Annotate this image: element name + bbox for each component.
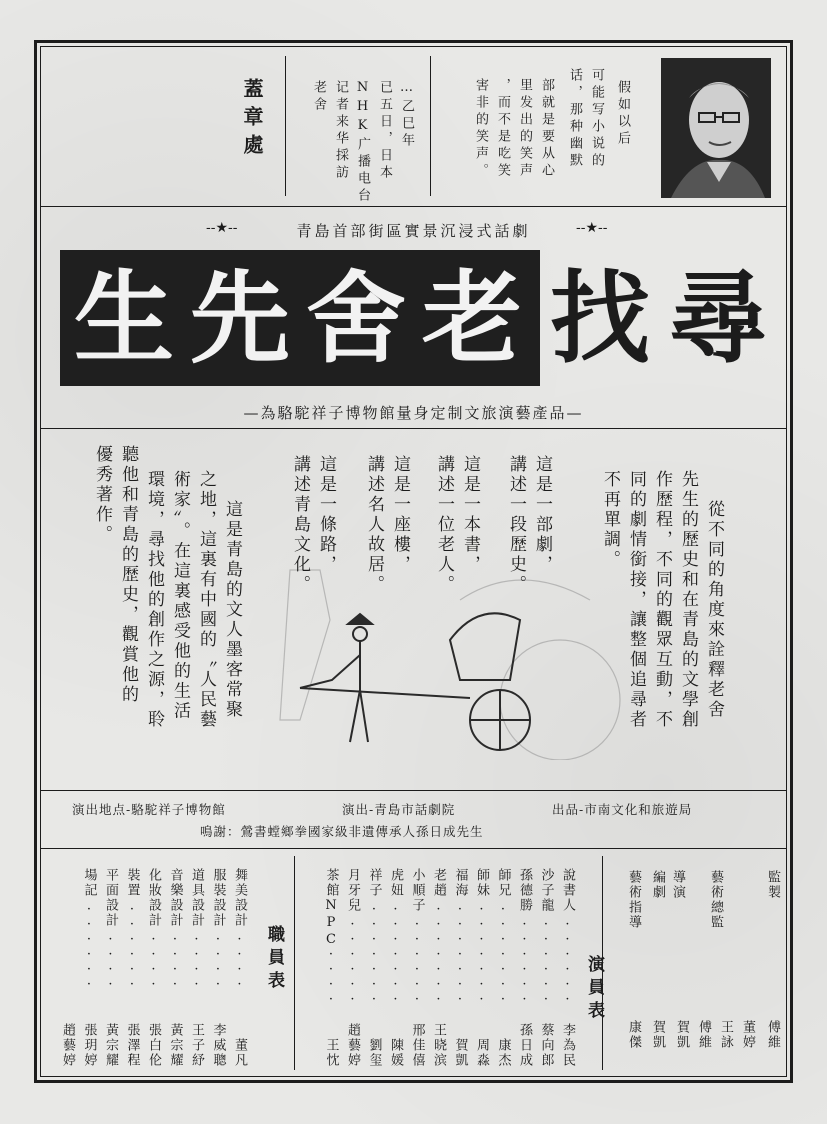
cast-dots-8: ······ bbox=[409, 917, 425, 1007]
crew-dots-6: ······ bbox=[124, 902, 140, 992]
outro-col-3: 術家〞。在這裏感受他的生活 bbox=[170, 470, 190, 722]
cast-role-3: 孫德勝 bbox=[517, 868, 532, 913]
prod-name-2: 董婷 bbox=[740, 1020, 755, 1050]
cast-role-7: 老趙 bbox=[431, 868, 446, 898]
crew-name-5: 張白伦 bbox=[146, 1023, 161, 1068]
quote-col-5: 里发出的笑声 bbox=[517, 78, 532, 180]
portrait-photo bbox=[661, 58, 771, 198]
crew-name-9: 趙藝婷 bbox=[60, 1023, 75, 1068]
subtitle: 青島首部街區實景沉浸式話劇 bbox=[296, 222, 531, 240]
crew-name-3: 王子紓 bbox=[189, 1023, 204, 1068]
cast-name-4: 康杰 bbox=[495, 1038, 511, 1068]
intro-col-3: 作歷程，不同的觀眾互動，不 bbox=[652, 470, 672, 730]
crew-role-3: 道具設計 bbox=[189, 868, 204, 928]
cast-dots-11: ······ bbox=[345, 917, 360, 1007]
cast-dots-6: ······· bbox=[452, 902, 468, 1007]
prod-role-2: 藝術總監 bbox=[708, 870, 723, 930]
crew-name-1: 董凡 bbox=[232, 1038, 247, 1068]
list-col-8: 講述青島文化。 bbox=[290, 455, 310, 595]
quote-col-1: 假如以后 bbox=[615, 80, 630, 148]
subtitle-deco-left: --★-- bbox=[206, 220, 238, 236]
crew-dots-2: ···· bbox=[210, 932, 226, 992]
crew-dots-4: ···· bbox=[167, 932, 183, 992]
crew-name-8: 張玥婷 bbox=[81, 1023, 97, 1068]
list-divider-1 bbox=[294, 856, 295, 1070]
crew-dots-1: ···· bbox=[232, 932, 247, 992]
crew-role-5: 化妝設計 bbox=[146, 868, 161, 928]
prod-extra-1: 賀凱 bbox=[650, 1020, 665, 1050]
cast-dots-1: ······ bbox=[560, 917, 575, 1007]
list-col-3: 這是一本書， bbox=[460, 455, 480, 575]
news-col-1: 已五日，日本 bbox=[377, 80, 392, 182]
outro-col-2: 之地，這裏有中國的〝人民藝 bbox=[196, 470, 216, 730]
quote-col-3: 话，那种幽默 bbox=[567, 68, 582, 170]
crew-role-2: 服裝設計 bbox=[210, 868, 226, 928]
outro-col-4: 環境，尋找他的創作之源，聆 bbox=[144, 470, 164, 730]
cast-role-2: 沙子龍 bbox=[538, 868, 554, 913]
outro-col-5: 聽他和青島的歷史，觀賞他的 bbox=[118, 445, 138, 705]
news-col-4: 老舍 bbox=[311, 80, 326, 114]
list-col-5: 這是一座樓， bbox=[390, 455, 410, 575]
cast-dots-4: ······· bbox=[495, 902, 511, 1007]
title-char-4: 舍 bbox=[306, 259, 406, 377]
credits-rule-top bbox=[40, 790, 787, 791]
crew-dots-7: ···· bbox=[103, 932, 118, 992]
list-col-1: 這是一部劇， bbox=[532, 455, 552, 575]
cast-name-12: 王忱 bbox=[323, 1038, 339, 1068]
title-char-1: 尋 bbox=[668, 259, 768, 377]
intro-col-4: 同的劇情銜接，讓整個追尋者 bbox=[626, 470, 646, 730]
rickshaw-illustration bbox=[260, 560, 680, 760]
credits-rule-bottom bbox=[40, 848, 787, 849]
intro-col-5: 不再單調。 bbox=[600, 470, 620, 570]
prod-role-5: 藝術指導 bbox=[626, 870, 641, 930]
title-char-5: 先 bbox=[190, 259, 290, 377]
cast-name-11: 趙藝婷 bbox=[345, 1023, 360, 1068]
crew-role-8: 場記 bbox=[81, 868, 97, 898]
seal-label: 蓋章處 bbox=[240, 78, 264, 162]
cast-role-9: 虎妞 bbox=[388, 868, 403, 898]
cast-name-2: 蔡向郎 bbox=[538, 1023, 554, 1068]
cast-dots-5: ······· bbox=[474, 902, 489, 1007]
crew-dots-8: ······ bbox=[81, 902, 97, 992]
cast-dots-10: ······· bbox=[366, 902, 382, 1007]
prod-role-1: 監製 bbox=[765, 870, 780, 900]
cast-role-11: 月牙兒 bbox=[345, 868, 360, 913]
crew-name-2: 李威聰 bbox=[210, 1023, 226, 1068]
cast-name-7: 王晓滨 bbox=[431, 1023, 446, 1068]
cast-name-1: 李為民 bbox=[560, 1023, 575, 1068]
crew-role-7: 平面設計 bbox=[103, 868, 118, 928]
cast-role-6: 福海 bbox=[452, 868, 468, 898]
prod-name-5: 賀凱 bbox=[674, 1020, 689, 1050]
header-divider-1 bbox=[285, 56, 286, 196]
quote-col-7: 害非的笑声。 bbox=[473, 78, 488, 180]
cast-role-12: 茶館NPC bbox=[323, 868, 339, 949]
credits-producer: 出品-市南文化和旅遊局 bbox=[552, 802, 693, 817]
list-col-7: 這是一條路， bbox=[316, 455, 336, 575]
crew-role-1: 舞美設計 bbox=[232, 868, 247, 928]
cast-role-8: 小順子 bbox=[409, 868, 425, 913]
header-divider-2 bbox=[430, 56, 431, 196]
cast-dots-9: ······· bbox=[388, 902, 403, 1007]
header-rule bbox=[40, 206, 787, 207]
outro-col-1: 這是青島的文人墨客常聚 bbox=[222, 500, 242, 720]
prod-role-3: 導演 bbox=[670, 870, 685, 900]
title-rule bbox=[40, 428, 787, 429]
cast-role-10: 祥子 bbox=[366, 868, 382, 898]
portrait-icon bbox=[661, 58, 771, 198]
cast-dots-2: ······ bbox=[538, 917, 554, 1007]
crew-name-6: 張澤程 bbox=[124, 1023, 140, 1068]
crew-heading: 職員表 bbox=[264, 925, 284, 994]
cast-dots-3: ······ bbox=[517, 917, 532, 1007]
cast-dots-7: ······· bbox=[431, 902, 446, 1007]
list-col-6: 講述名人故居。 bbox=[364, 455, 384, 595]
cast-name-5: 周淼 bbox=[474, 1038, 489, 1068]
cast-name-9: 陳媛 bbox=[388, 1038, 403, 1068]
title-char-6: 生 bbox=[74, 259, 174, 377]
quote-col-6: ，而不是吃笑 bbox=[495, 78, 510, 180]
subtitle-deco-right: --★-- bbox=[576, 220, 608, 236]
quote-col-4: 部就是要从心 bbox=[539, 78, 554, 180]
outro-col-6: 優秀著作。 bbox=[92, 445, 112, 545]
cast-role-5: 師妹 bbox=[474, 868, 489, 898]
prod-name-4: 傅維 bbox=[696, 1020, 711, 1050]
crew-dots-5: ···· bbox=[146, 932, 161, 992]
credits-performer: 演出-青島市話劇院 bbox=[342, 802, 456, 817]
cast-name-10: 劉玺 bbox=[366, 1038, 382, 1068]
title-char-3: 老 bbox=[422, 259, 522, 377]
crew-role-6: 裝置 bbox=[124, 868, 140, 898]
prod-extra-2: 康傑 bbox=[626, 1020, 641, 1050]
presenter-line: —為駱駝祥子博物館量身定制文旅演藝產品— bbox=[243, 404, 584, 422]
title-char-2: 找 bbox=[550, 259, 650, 377]
prod-name-3: 王詠 bbox=[718, 1020, 733, 1050]
crew-dots-3: ···· bbox=[189, 932, 204, 992]
crew-role-4: 音樂設計 bbox=[167, 868, 183, 928]
cast-name-3: 孫日成 bbox=[517, 1023, 532, 1068]
cast-role-4: 師兄 bbox=[495, 868, 511, 898]
cast-name-8: 邢佳僖 bbox=[409, 1023, 425, 1068]
cast-heading: 演員表 bbox=[584, 955, 604, 1024]
intro-col-2: 先生的歷史和在青島的文學創 bbox=[678, 470, 698, 730]
crew-name-4: 黃宗耀 bbox=[167, 1023, 183, 1068]
news-col-2: NHK广播电台 bbox=[355, 80, 370, 205]
credits-thanks: 鳴謝：鶯書螳鄉拳國家級非遺傳承人孫日成先生 bbox=[200, 824, 484, 839]
cast-role-1: 說書人 bbox=[560, 868, 575, 913]
quote-col-2: 可能写小说的 bbox=[589, 68, 604, 170]
credits-venue: 演出地点-駱駝祥子博物館 bbox=[72, 802, 226, 817]
list-col-2: 講述一段歷史。 bbox=[506, 455, 526, 595]
intro-col-1: 從不同的角度來詮釋老舍 bbox=[704, 500, 724, 720]
news-date-col: …乙巳年 bbox=[399, 80, 414, 150]
list-col-4: 講述一位老人。 bbox=[434, 455, 454, 595]
news-col-3: 记者来华採訪 bbox=[333, 80, 348, 182]
crew-name-7: 黃宗耀 bbox=[103, 1023, 118, 1068]
prod-name-1: 傅維 bbox=[765, 1020, 780, 1050]
prod-role-4: 編劇 bbox=[650, 870, 665, 900]
cast-name-6: 賀凱 bbox=[452, 1038, 468, 1068]
cast-dots-12: ···· bbox=[323, 947, 339, 1007]
